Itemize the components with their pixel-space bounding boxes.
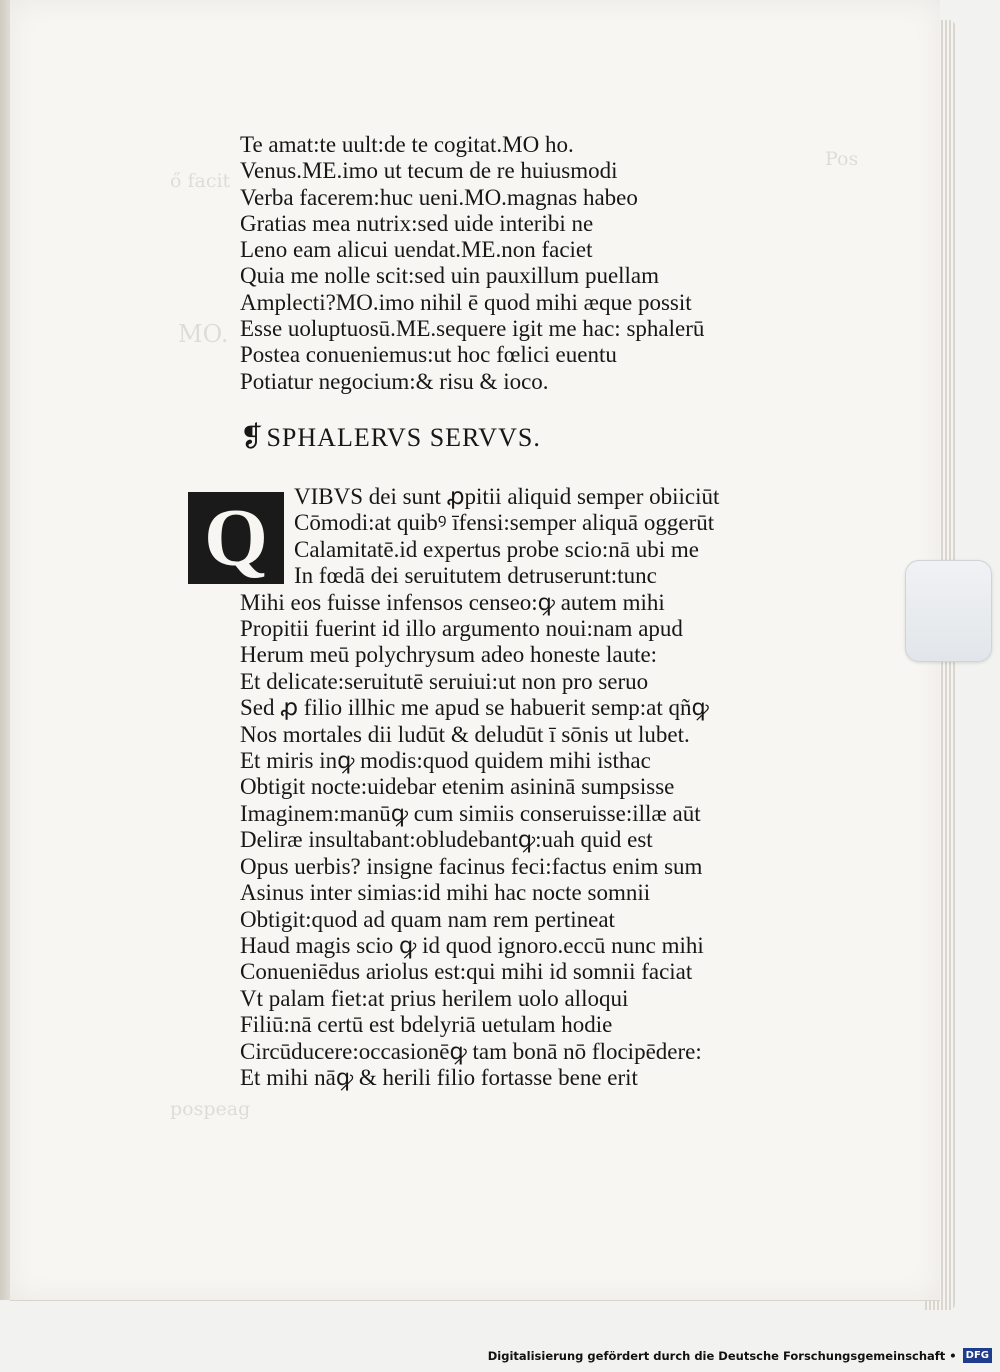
pilcrow-mark: ❡ [240,422,265,453]
verse-line: Imaginem:manūꝙ cum simiis conseruisse:illæ aūt [240,800,701,826]
verse-line: Potiatur negocium:& risu & ioco. [240,368,549,394]
verse-line: Venus.ME.imo ut tecum de re huiusmodi [240,158,618,184]
verse-line: Asinus inter simias:id mihi hac nocte somnii [240,880,651,906]
verse-line: Deliræ insultabant:obludebantꝙ:uah quid est [240,827,653,853]
verse-line: Amplecti?MO.imo nihil ē quod mihi æque possit [240,289,692,315]
decorated-initial [188,492,284,584]
verse-line: VIBVS dei sunt ꝓpitii aliquid semper obiiciūt [294,484,720,509]
verse-line: Filiū:nā certū est bdelyriā uetulam hodie [240,1012,613,1038]
verse-line: Haud magis scio ꝙ id quod ignoro.eccū nunc mihi [240,932,704,958]
verse-line: In fœdā dei seruitutem detruserunt:tunc [294,563,657,589]
bleed-through-text: pospeag [170,1098,251,1120]
verse-line: Conueniēdus ariolus est:qui mihi id somnii faciat [240,959,693,985]
verse-line: Esse uoluptuosū.ME.sequere igit me hac: sphalerū [240,316,705,342]
verse-line: Et delicate:seruitutē seruiui:ut non pro seruo [240,668,649,694]
verse-line: Obtigit nocte:uidebar etenim asininā sumpsisse [240,774,675,800]
dfg-logo-icon: DFG [963,1348,992,1363]
verse-line: Verba facerem:huc ueni.MO.magnas habeo [240,184,638,210]
initial-letter: Q [204,492,268,583]
verse-line: Circūducere:occasionēꝙ tam bonā nō flocipēdere: [240,1038,702,1064]
verse-line: Vt palam fiet:at prius herilem uolo alloqui [240,985,629,1011]
verse-line: Te amat:te uult:de te cogitat.MO ho. [240,132,574,157]
section-heading [240,420,541,454]
verse-line: Et mihi nāꝙ & herili filio fortasse bene erit [240,1064,638,1090]
verse-line: Propitii fuerint id illo argumento noui:nam apud [240,616,683,642]
verse-top-block [240,132,840,395]
bleed-through-text: ő facit [170,170,231,192]
verse-line: Sed ꝓ filio illhic me apud se habuerit semp:at qñꝙ [240,695,709,721]
verse-line: Leno eam alicui uendat.ME.non faciet [240,237,593,263]
verse-main-block [240,484,874,1091]
footer-credit [488,1348,992,1363]
bleed-through-text: Pos [825,148,859,170]
verse-line: Obtigit:quod ad quam nam rem pertineat [240,906,615,932]
verse-line: Quia me nolle scit:sed uin pauxillum puellam [240,263,660,289]
footer-text: Digitalisierung gefördert durch die Deutsche Forschungsgemeinschaft • [487,1348,957,1363]
verse-line: Postea conueniemus:ut hoc fœlici euentu [240,342,617,368]
verse-line: Calamitatē.id expertus probe scio:nā ubi me [294,536,699,562]
bleed-through-text: MO. [178,320,229,348]
verse-line: Gratias mea nutrix:sed uide interibi ne [240,210,594,236]
verse-line: Herum meū polychrysum adeo honeste laute: [240,642,658,668]
verse-line: Cōmodi:at quibꝰ īfensi:semper aliquā oggerūt [294,510,715,536]
heading-text: SPHALERVS SERVVS. [266,423,541,452]
verse-line: Opus uerbis? insigne facinus feci:factus enim sum [240,853,703,879]
verse-line: Et miris inꝙ modis:quod quidem mihi isthac [240,748,651,774]
verse-line: Nos mortales dii ludūt & deludūt ī sōnis ut lubet. [240,721,690,747]
verse-line: Mihi eos fuisse infensos censeo:ꝙ autem mihi [240,589,665,615]
page-tab-marker [905,560,992,662]
